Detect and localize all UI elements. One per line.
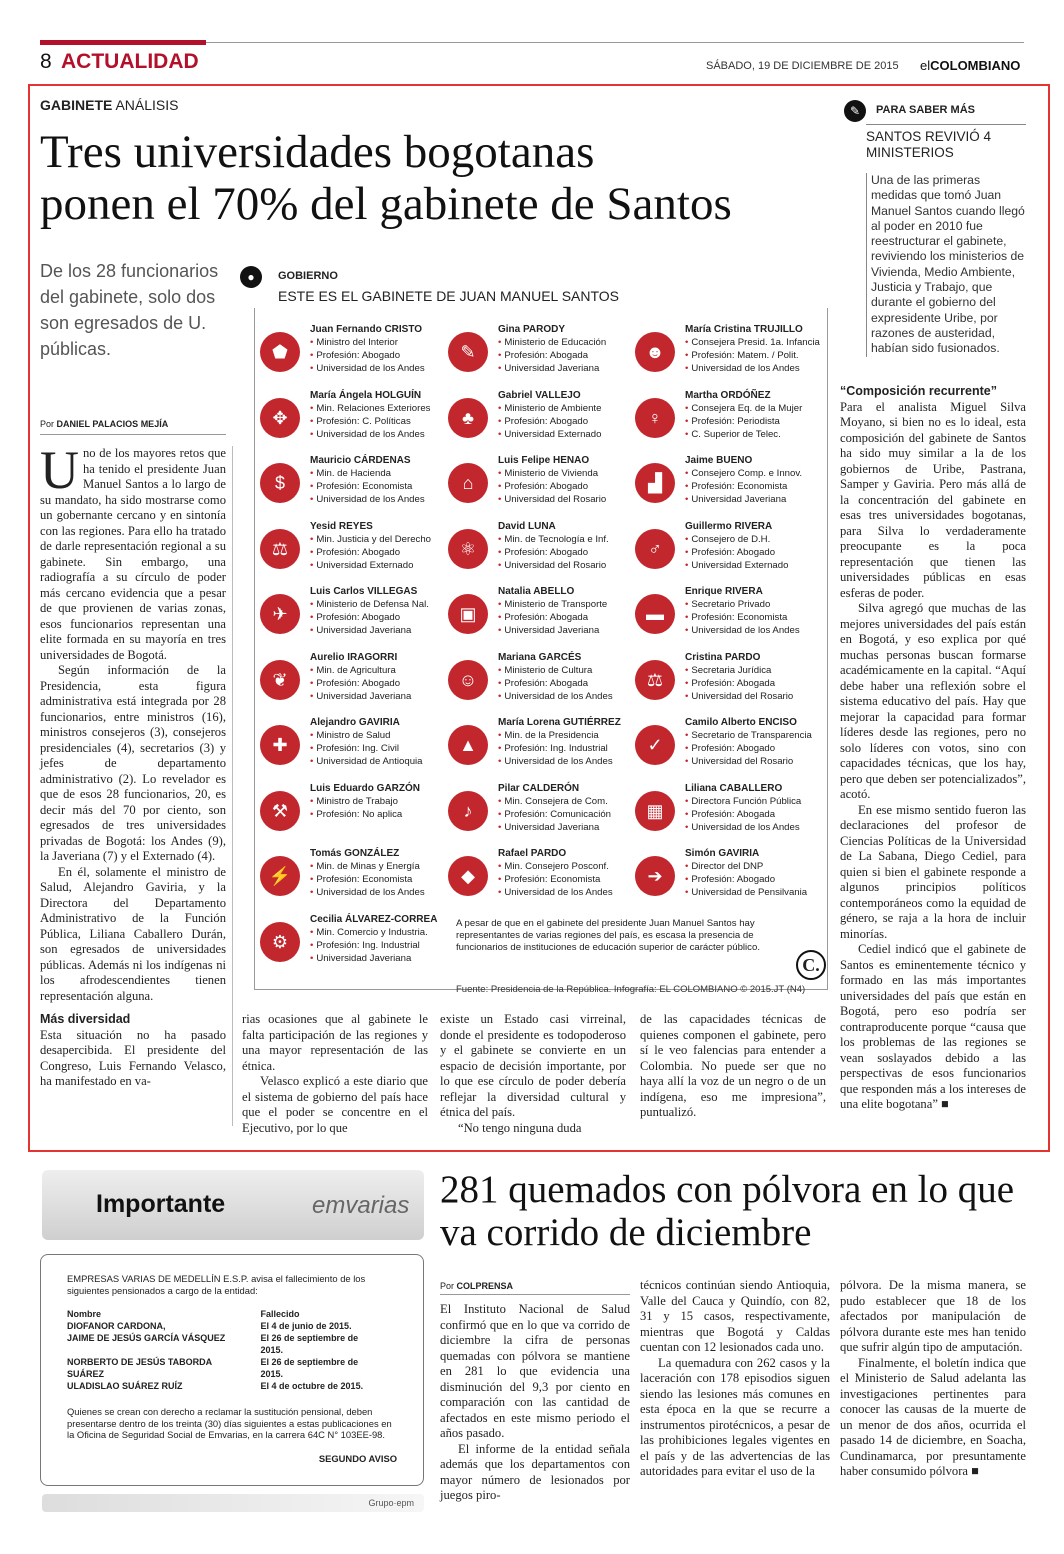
worker-icon: ⚒ xyxy=(260,791,300,831)
cabinet-member-card xyxy=(260,652,440,712)
member-detail: • Universidad de Pensilvania xyxy=(685,887,807,898)
paragraph: En ese mismo sentido fueron las declaraciones del profesor de Ciencias Políticas de la Universidad de La Sabana, Diego Cediel, para quien si bien el gabinete responde a algunos principios políticos contemporáneos como la equidad de género, se raja a la hora de incluir minorías. xyxy=(840,802,1026,941)
member-detail: • Universidad del Rosario xyxy=(498,560,606,571)
ad-notice xyxy=(40,1254,424,1486)
member-name: Mauricio CÁRDENAS xyxy=(310,455,411,466)
cabinet-member-card xyxy=(260,783,440,843)
member-detail: • Profesión: Ing. Industrial xyxy=(498,743,608,754)
tower-icon: ⚡ xyxy=(260,856,300,896)
cabinet-member-card xyxy=(448,652,628,712)
org-chart-icon: ▦ xyxy=(635,791,675,831)
paragraph: rias ocasiones que al gabinete le falta participación de las regiones y una mayor representación de las étnica. xyxy=(242,1012,428,1073)
member-detail: • Ministerio de Defensa Nal. xyxy=(310,599,429,610)
member-name: Enrique RIVERA xyxy=(685,586,763,597)
member-name: Guillermo RIVERA xyxy=(685,520,773,532)
member-detail: • Min. Consejero Posconf. xyxy=(498,861,609,872)
member-detail: • Directora Función Pública xyxy=(685,796,801,807)
cabinet-member-card xyxy=(260,455,440,515)
member-detail: • Profesión: Abogada xyxy=(498,350,588,361)
ad-intro: EMPRESAS VARIAS DE MEDELLÍN E.S.P. avisa el fallecimiento de los siguientes pensionados a cargo de la entidad: xyxy=(67,1273,366,1296)
member-name: Camilo Alberto ENCISO xyxy=(685,717,797,728)
member-detail: • Ministerio de Vivienda xyxy=(498,468,598,479)
member-detail: • Ministro de Salud xyxy=(310,730,390,741)
growth-chart-icon: ▟ xyxy=(635,463,675,503)
member-detail: • Universidad Javeriana xyxy=(310,625,411,636)
member-name: Liliana CABALLERO xyxy=(685,782,783,794)
member-detail: • Universidad Externado xyxy=(685,560,788,571)
cabinet-member-card xyxy=(448,455,628,515)
member-detail: • Universidad Javeriana xyxy=(498,363,599,374)
masthead: elCOLOMBIANO xyxy=(920,58,1021,73)
member-detail: • Profesión: Abogado xyxy=(498,416,588,427)
gavel-icon: ⚖ xyxy=(635,660,675,700)
medical-icon: ✚ xyxy=(260,725,300,765)
tree-icon: ♣ xyxy=(448,398,488,438)
woman-icon: ♀ xyxy=(635,398,675,438)
cabinet-member-card xyxy=(260,717,440,777)
member-name: Simón GAVIRIA xyxy=(685,848,760,859)
cabinet-member-card xyxy=(635,848,815,908)
ad-row-date: El 26 de septiembre de 2015. xyxy=(260,1357,359,1380)
member-detail: • Universidad de Antioquia xyxy=(310,756,423,767)
member-detail: • Min. Consejera de Com. xyxy=(498,796,608,807)
member-detail: • Consejero de D.H. xyxy=(685,534,770,545)
member-detail: • Profesión: Abogado xyxy=(310,547,400,558)
sidebar-title: PARA SABER MÁS xyxy=(876,104,976,116)
member-detail: • C. Superior de Telec. xyxy=(685,429,781,440)
member-detail: • Ministro de Trabajo xyxy=(310,796,398,807)
member-detail: • Ministerio de Educación xyxy=(498,337,606,348)
helicopter-icon: ✈ xyxy=(260,594,300,634)
member-name: Natalia ABELLO xyxy=(498,586,575,597)
deck: De los 28 funcionarios del gabinete, solo dos son egresados de U. públicas. xyxy=(40,261,219,359)
cabinet-member-card xyxy=(635,783,815,843)
member-detail: • Universidad de los Andes xyxy=(685,822,800,833)
cabinet-member-card xyxy=(635,652,815,712)
member-name: David LUNA xyxy=(498,520,556,532)
member-name: Pilar CALDERÓN xyxy=(498,782,580,794)
infographic-title: ESTE ES EL GABINETE DE JUAN MANUEL SANTOS xyxy=(278,288,620,304)
ad-notice-text: Quienes se crean con derecho a reclamar la sustitución pensional, deben presentarse dentro de los treinta (30) días siguientes a estas publicaciones en la Oficina de Seguridad Social de Emvarias, en la carrera 64C N° 103EE-98. xyxy=(67,1406,392,1441)
member-detail: • Min. Justicia y del Derecho xyxy=(310,534,431,545)
ad-row-date: El 4 de junio de 2015. xyxy=(260,1321,352,1332)
member-detail: • Secretaria Jurídica xyxy=(685,665,771,676)
article-column-3 xyxy=(440,1012,626,1136)
member-detail: • Universidad Javeriana xyxy=(498,822,599,833)
member-detail: • Universidad del Rosario xyxy=(685,691,793,702)
member-detail: • Universidad Externado xyxy=(498,429,601,440)
member-detail: • Universidad Javeriana xyxy=(498,625,599,636)
member-detail: • Profesión: No aplica xyxy=(310,809,402,820)
member-detail: • Ministerio de Ambiente xyxy=(498,403,601,414)
paragraph: de las capacidades técnicas de quienes componen el gabinete, pero sí le veo falencias para entender a Colombia. No puede ser que no haya allí la voz de un negro o de un indígena, eso me impresiona”, puntualizó. xyxy=(640,1012,826,1119)
sidebar-text: Una de las primeras medidas que tomó Juan Manuel Santos cuando llegó al poder en 2010 fue reestructurar el gabinete, reviviendo los ministerios de Vivienda, Medio Ambiente, Justicia y Trabajo, que durante el gobierno del expresidente Uribe, por razones de austeridad, habían sido fusionados. xyxy=(866,173,1026,357)
member-name: María Lorena GUTIÉRREZ xyxy=(498,717,621,728)
member-detail: • Min. de Agricultura xyxy=(310,665,396,676)
money-bag-icon: $ xyxy=(260,463,300,503)
cabinet-member-card xyxy=(448,521,628,581)
arrows-icon: ✥ xyxy=(260,398,300,438)
byline-rule xyxy=(440,1294,630,1295)
member-detail: • Profesión: Abogado xyxy=(310,612,400,623)
paragraph: pólvora. De la misma manera, se pudo establecer que 18 de los afectados por manipulación de pólvora durante este mes han tenido que sufrir algún tipo de amputación. xyxy=(840,1278,1026,1354)
member-detail: • Profesión: Abogado xyxy=(685,874,775,885)
member-detail: • Universidad Javeriana xyxy=(310,691,411,702)
member-detail: • Min. Relaciones Exteriores xyxy=(310,403,430,414)
paragraph: El informe de la entidad señala además que los departamentos con mayor número de lesionados por juegos piro- xyxy=(440,1441,630,1502)
byline: Por DANIEL PALACIOS MEJÍA xyxy=(40,419,169,429)
map-region-icon: ◆ xyxy=(448,856,488,896)
cabinet-member-card xyxy=(260,586,440,646)
member-name: Martha ORDÓÑEZ xyxy=(685,389,771,401)
member-detail: • Profesión: Economista xyxy=(498,874,600,885)
article-column-4 xyxy=(640,1012,826,1121)
sidebar-box xyxy=(844,100,1026,357)
member-detail: • Profesión: Abogado xyxy=(498,547,588,558)
member-detail: • Universidad de los Andes xyxy=(310,429,425,440)
child-icon: ☻ xyxy=(635,332,675,372)
subhead: Más diversidad xyxy=(40,1012,131,1026)
map-icon: ⬟ xyxy=(260,332,300,372)
cabinet-member-card xyxy=(448,717,628,777)
member-detail: • Universidad del Rosario xyxy=(498,494,606,505)
member-detail: • Ministerio de Cultura xyxy=(498,665,592,676)
member-detail: • Min. de Hacienda xyxy=(310,468,391,479)
member-name: Luis Eduardo GARZÓN xyxy=(310,782,420,794)
member-detail: • Ministerio de Transporte xyxy=(498,599,607,610)
scales-icon: ⚖ xyxy=(260,529,300,569)
ad-important: Importante xyxy=(96,1190,226,1218)
plant-icon: ❦ xyxy=(260,660,300,700)
dropcap: U xyxy=(40,440,79,500)
member-detail: • Profesión: Abogado xyxy=(310,350,400,361)
cabinet-member-card xyxy=(260,390,440,450)
member-detail: • Universidad de los Andes xyxy=(310,363,425,374)
cabinet-member-card xyxy=(260,914,440,974)
member-name: Gabriel VALLEJO xyxy=(498,389,581,401)
page-number: 8 xyxy=(40,50,52,73)
member-detail: • Ministro del Interior xyxy=(310,337,398,348)
member-detail: • Profesión: Economista xyxy=(685,481,787,492)
subhead: “Composición recurrente” xyxy=(840,384,997,398)
paragraph: Según información de la Presidencia, esta figura administrativa está integrada por 28 funcionarios, entre ministros (16), ministros consejeros (3), consejeros presidenciales (4), secretarios (3) y jefes de departamento administrativo (2). Lo revelador es que de esos 28 funcionarios, 20, es decir más del 70 por ciento, son egresados de tres universidades privadas de Bogotá: los Andes (9), la Javeriana (7) y el Externado (4). xyxy=(40,663,226,863)
member-detail: • Profesión: Abogado xyxy=(310,678,400,689)
paragraph: técnicos continúan siendo Antioquia, Valle del Cauca y Quindío, con 82, 31 y 15 casos, respectivamente, mientras que Bogotá y Caldas cuentan con 12 lesionados cada uno. xyxy=(640,1278,830,1354)
member-name: Cristina PARDO xyxy=(685,651,761,663)
member-name: Tomás GONZÁLEZ xyxy=(310,848,400,859)
member-detail: • Director del DNP xyxy=(685,861,763,872)
cabinet-member-card xyxy=(260,848,440,908)
member-name: Mariana GARCÉS xyxy=(498,651,582,663)
header-rule xyxy=(206,42,1024,43)
member-name: Gina PARODY xyxy=(498,324,566,335)
member-detail: • Universidad de los Andes xyxy=(498,756,613,767)
member-detail: • Profesión: Abogada xyxy=(498,612,588,623)
member-detail: • Profesión: Comunicación xyxy=(498,809,611,820)
member-name: Alejandro GAVIRIA xyxy=(310,717,400,728)
member-detail: • Consejera Presid. 1a. Infancia xyxy=(685,337,820,348)
member-detail: • Profesión: Ing. Civil xyxy=(310,743,399,754)
el-colombiano-logo: C. xyxy=(796,950,826,980)
ad-row-date: El 26 de septiembre de 2015. xyxy=(260,1333,359,1356)
member-detail: • Profesión: Abogada xyxy=(498,678,588,689)
house-icon: ⌂ xyxy=(448,463,488,503)
section-title: ACTUALIDAD xyxy=(61,50,199,73)
member-detail: • Profesión: Abogado xyxy=(685,743,775,754)
headline-2: 281 quemados con pólvora en lo que va corrido de diciembre xyxy=(440,1168,1015,1254)
cabinet-infographic xyxy=(240,262,828,998)
paragraph: La quemadura con 262 casos y la laceración con 178 episodios siguen siendo las lesiones más comunes en esta época en la que se recurre a instrumentos pirotécnicos, a pesar de las prohibiciones legales vigentes en el país y de las advertencias de las autoridades para evitar el uso de la xyxy=(640,1355,830,1478)
article-column-2 xyxy=(242,1012,428,1136)
paragraph: Velasco explicó a este diario que el sistema de gobierno del país hace que el poder se concentre en el Ejecutivo, por lo que xyxy=(242,1074,428,1135)
byline-rule xyxy=(40,434,226,435)
infographic-note: A pesar de que en el gabinete del presidente Juan Manuel Santos hay representantes de varias regiones del país, es escasa la presencia de funcionarios de instituciones de educación superior de carácter público. xyxy=(456,918,760,953)
gears-icon: ⚙ xyxy=(260,922,300,962)
article2-column-2 xyxy=(640,1278,830,1480)
cabinet-member-card xyxy=(635,586,815,646)
cabinet-member-card xyxy=(260,324,440,384)
sidebar-subtitle: SANTOS REVIVIÓ 4 MINISTERIOS xyxy=(866,124,1026,161)
signpost-icon: ➔ xyxy=(635,856,675,896)
member-detail: • Consejera Eq. de la Mujer xyxy=(685,403,802,414)
paragraph: no de los mayores retos que ha tenido el presidente Juan Manuel Santos a lo largo de su mandato, ha sido mostrarse como un gobernante cercano y en sintonía con las regiones. Para ello ha tratado de darle representación regional a su gabinete. Sin embargo, una radiografía a su círculo de poder más cercano evidencia que a pesar de que provienen de varias zonas, esos funcionarios representan una elite formada en su mayoría en tres universidades de Bogotá. xyxy=(40,446,226,662)
byline-2: Por COLPRENSA xyxy=(440,1281,514,1291)
ad-table xyxy=(67,1308,397,1392)
pin-icon: ✎ xyxy=(844,100,866,122)
ad-col-name: Nombre xyxy=(67,1309,102,1320)
member-detail: • Profesión: Economista xyxy=(310,481,412,492)
article2-column-3 xyxy=(840,1278,1026,1480)
member-detail: • Profesión: Abogada xyxy=(685,809,775,820)
cabinet-member-card xyxy=(635,390,815,450)
member-detail: • Universidad Externado xyxy=(310,560,413,571)
member-detail: • Profesión: Abogado xyxy=(498,481,588,492)
cabinet-member-card xyxy=(448,324,628,384)
member-name: Luis Carlos VILLEGAS xyxy=(310,586,418,597)
member-name: Rafael PARDO xyxy=(498,848,567,859)
member-name: Juan Fernando CRISTO xyxy=(310,324,423,335)
member-detail: • Min. de Minas y Energía xyxy=(310,861,420,872)
cabinet-member-card xyxy=(448,390,628,450)
member-detail: • Profesión: Abogada xyxy=(685,678,775,689)
paragraph: El Instituto Nacional de Salud confirmó que en lo que va corrido de diciembre la cifra de personas quemadas con pólvora se mantiene en 281 lo que evidencia una disminución del 9,3 por ciento en comparación con las cantidad de afectados en este mismo periodo el años pasado. xyxy=(440,1302,630,1440)
ad-row-date: El 4 de octubre de 2015. xyxy=(260,1381,364,1392)
cabinet-member-card xyxy=(448,783,628,843)
member-name: María Ángela HOLGUÍN xyxy=(310,389,422,401)
infographic-source: Fuente: Presidencia de la República. Infografía: EL COLOMBIANO © 2015.JT (N4) xyxy=(456,984,806,995)
member-detail: • Profesión: Abogado xyxy=(685,547,775,558)
member-detail: • Profesión: Ing. Industrial xyxy=(310,940,420,951)
cabinet-member-card xyxy=(635,324,820,384)
ad-row-name: DIOFANOR CARDONA, xyxy=(67,1321,166,1332)
article2-column-1 xyxy=(440,1302,630,1504)
paragraph: Esta situación no ha pasado desapercibida. El presidente del Congreso, Luis Fernando Velasco, ha manifestado en va- xyxy=(40,1027,226,1088)
bus-icon: ▣ xyxy=(448,594,488,634)
member-detail: • Min. de Tecnología e Inf. xyxy=(498,534,609,545)
member-detail: • Profesión: Economista xyxy=(310,874,412,885)
member-name: Jaime BUENO xyxy=(685,455,753,466)
member-detail: • Universidad Javeriana xyxy=(685,494,786,505)
cabinet-member-card xyxy=(448,848,628,908)
cabinet-member-card xyxy=(635,717,815,777)
person-icon: ● xyxy=(240,266,262,288)
desk-icon: ▬ xyxy=(635,594,675,634)
cabinet-member-card xyxy=(448,586,628,646)
paragraph: existe un Estado casi virreinal, donde el presidente es todopoderoso y el gabinete se convierte en un espacio de decisión importante, por lo que ese círculo de poder debería reflejar la diversidad cultural y étnica del país. xyxy=(440,1012,626,1119)
article-column-1 xyxy=(40,440,226,1090)
person-icon: ♂ xyxy=(635,529,675,569)
cabinet-member-card xyxy=(260,521,440,581)
member-detail: • Profesión: Periodista xyxy=(685,416,780,427)
paragraph: Para el analista Miguel Silva Moyano, si bien no es lo ideal, esta composición del gabinete de Santos ha sido muy similar a la de los gobiernos de Uribe, Pastrana, Samper y Gaviria. Pero más allá de la concentración del gabinete en esas tres universidades bogotanas, para Silva lo verdaderamente preocupante es la poca representación que tienen las universidades públicas en esas esferas de poder. xyxy=(840,399,1026,600)
ad-row-name: NORBERTO DE JESÚS TABORDA SUÁREZ xyxy=(67,1357,212,1380)
magnifier-check-icon: ✓ xyxy=(635,725,675,765)
ad-brand-logo: emvarias xyxy=(312,1192,410,1219)
member-detail: • Profesión: Economista xyxy=(685,612,787,623)
paragraph: En él, solamente el ministro de Salud, Alejandro Gaviria, y la Directora del Departamento Administrativo de la Función Pública, Liliana Caballero Durán, son egresados de universidades públicas. Además ni los indígenas ni los afrodescendientes tienen representación alguna. xyxy=(40,864,226,1003)
paragraph: Cediel indicó que el gabinete de Santos es eminentemente técnico y formado en las más importantes universidades del país que están en Bogotá, pero eso podría ser contraproducente porque “causa que los problemas de las regiones se vean soslayados debido a las perspectivas de esos funcionarios que responden más a los intereses de una elite bogotana” ■ xyxy=(840,942,1026,1111)
member-detail: • Universidad Javeriana xyxy=(310,953,411,964)
member-detail: • Secretario Privado xyxy=(685,599,770,610)
ad-second-notice: SEGUNDO AVISO xyxy=(318,1452,397,1464)
member-name: Cecilia ÁLVAREZ-CORREA xyxy=(310,913,438,925)
member-name: Luis Felipe HENAO xyxy=(498,455,590,466)
member-detail: • Consejero Comp. e Innov. xyxy=(685,468,802,479)
article-column-right xyxy=(840,384,1026,1113)
infographic-tag: GOBIERNO xyxy=(278,270,338,282)
ad-col-date: Fallecido xyxy=(260,1309,300,1320)
microphone-icon: ♪ xyxy=(448,791,488,831)
paragraph: Finalmente, el boletín indica que el Ministerio de Salud adelanta las investigaciones pertinentes para conocer las causas de la muerte de un menor de dos años, ocurrida el pasado 14 de diciembre, en Soacha, Cundinamarca, por presuntamente haber consumido pólvora ■ xyxy=(840,1355,1026,1478)
member-detail: • Profesión: C. Políticas xyxy=(310,416,411,427)
member-detail: • Universidad de los Andes xyxy=(498,887,613,898)
cabinet-member-card xyxy=(635,455,815,515)
headline: Tres universidades bogotanas ponen el 70% del gabinete de Santos xyxy=(40,126,732,230)
member-detail: • Universidad de los Andes xyxy=(685,625,800,636)
ad-row-name: ULADISLAO SUÁREZ RUÍZ xyxy=(67,1381,183,1392)
books-icon: ✎ xyxy=(448,332,488,372)
member-name: Yesid REYES xyxy=(310,520,373,532)
paragraph: Silva agregó que muchas de las mejores universidades del país están en Bogotá, y eso explica por qué muchas personas buscan formarse académicamente en la capital. “Aquí debe haber una reflexión sobre el sistema educativo del país. Hay que mejorar la capacidad para formar líderes desde las regiones, pero no solo líderes con votos, sino con capacidades técnicas, que los hay, pero que deben ser potencializados”, acotó. xyxy=(840,601,1026,801)
ad-footer: Grupo·epm xyxy=(42,1494,424,1512)
emvarias-ad xyxy=(40,1170,424,1516)
podium-icon: ▲ xyxy=(448,725,488,765)
section-rule xyxy=(40,40,206,45)
column-rule xyxy=(232,446,233,1126)
date-line: SÁBADO, 19 DE DICIEMBRE DE 2015 xyxy=(706,60,899,72)
member-detail: • Universidad de los Andes xyxy=(685,363,800,374)
cabinet-member-card xyxy=(635,521,815,581)
member-detail: • Universidad de los Andes xyxy=(498,691,613,702)
member-detail: • Universidad de los Andes xyxy=(310,494,425,505)
kicker: GABINETE ANÁLISIS xyxy=(40,97,179,113)
ad-row-name: JAIME DE JESÚS GARCÍA VÁSQUEZ xyxy=(67,1333,226,1344)
member-detail: • Profesión: Matem. / Polit. xyxy=(685,350,799,361)
member-name: María Cristina TRUJILLO xyxy=(685,324,803,335)
paragraph: “No tengo ninguna duda xyxy=(458,1120,582,1135)
masks-icon: ☺ xyxy=(448,660,488,700)
member-detail: • Universidad del Rosario xyxy=(685,756,793,767)
member-name: Aurelio IRAGORRI xyxy=(310,651,398,663)
member-detail: • Min. de la Presidencia xyxy=(498,730,599,741)
member-detail: • Min. Comercio y Industria. xyxy=(310,927,428,938)
member-detail: • Universidad de los Andes xyxy=(310,887,425,898)
member-detail: • Secretario de Transparencia xyxy=(685,730,812,741)
atom-icon: ⚛ xyxy=(448,529,488,569)
